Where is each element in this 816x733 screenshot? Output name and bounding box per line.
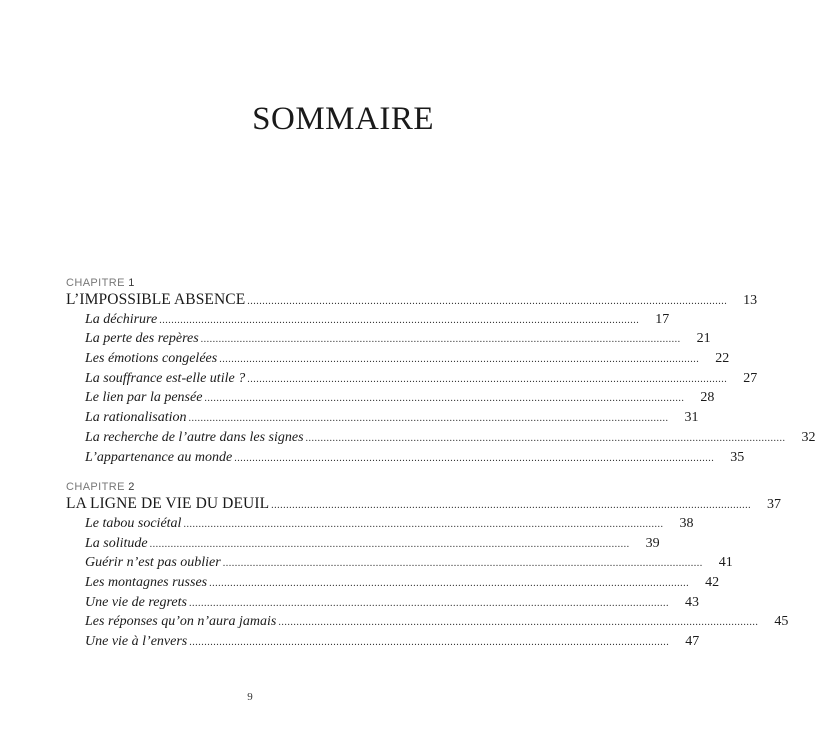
page-number: 28 (700, 390, 715, 406)
chapter-number: 2 (128, 481, 135, 494)
dot-leader: ................................................................................................................................................................ (204, 393, 685, 405)
chapter-label-text: CHAPITRE (66, 481, 125, 494)
page-number: 37 (766, 497, 782, 513)
chapter-title: LA LIGNE DE VIE DU DEUIL (66, 495, 270, 513)
toc-entry[interactable] (66, 514, 694, 534)
page-number: 38 (679, 515, 694, 531)
section-title: Une vie à l’envers (85, 634, 188, 649)
page-number: 42 (705, 574, 720, 590)
toc-entry[interactable] (66, 329, 711, 349)
section-title: La recherche de l’autre dans les signes (85, 429, 304, 445)
chapter-2 (66, 480, 789, 652)
chapter-number: 1 (128, 277, 135, 289)
section-title: Le lien par la pensée (85, 390, 203, 406)
toc-entry[interactable] (66, 349, 730, 369)
toc-entry[interactable] (66, 534, 660, 554)
section-title: L’appartenance au monde (85, 449, 233, 465)
toc-entry[interactable] (66, 632, 700, 652)
toc-entry[interactable] (66, 573, 720, 593)
dot-leader: ................................................................................................................................................................ (247, 373, 728, 385)
dot-leader: ................................................................................................................................................................ (271, 500, 752, 512)
chapter-title-entry[interactable] (66, 290, 758, 310)
section-title: La souffrance est-elle utile ? (85, 370, 246, 386)
page-title: SOMMAIRE (252, 101, 434, 137)
section-title: La perte des repères (85, 331, 199, 347)
dot-leader: ................................................................................................................................................................ (234, 452, 715, 464)
section-title: Une vie de regrets (85, 594, 187, 610)
page-folio-number: 9 (247, 691, 253, 703)
page-number: 45 (774, 614, 789, 630)
dot-leader: ................................................................................................................................................................ (188, 597, 669, 609)
dot-leader: ................................................................................................................................................................ (200, 334, 681, 346)
dot-leader: ................................................................................................................................................................ (209, 577, 690, 589)
section-title: Guérir n’est pas oublier (85, 555, 221, 571)
dot-leader: ................................................................................................................................................................ (222, 558, 703, 570)
page-number: 32 (801, 429, 816, 445)
page-number: 13 (743, 293, 758, 308)
chapter-1 (66, 276, 816, 467)
toc-entry[interactable] (66, 612, 789, 632)
chapter-label-text: CHAPITRE (66, 277, 125, 289)
table-of-contents (66, 276, 816, 652)
toc-entry[interactable] (66, 593, 699, 613)
dot-leader: ................................................................................................................................................................ (183, 518, 664, 530)
chapter-label (66, 276, 434, 290)
page-number: 47 (685, 634, 700, 649)
toc-entry[interactable] (66, 369, 758, 389)
toc-entry[interactable] (66, 448, 745, 468)
page-number: 17 (655, 311, 670, 327)
chapter-title-entry[interactable] (66, 494, 782, 514)
section-title: Les émotions congelées (85, 351, 218, 367)
page-number: 35 (730, 449, 745, 465)
section-title: La déchirure (85, 311, 158, 327)
chapter-label (66, 480, 434, 494)
dot-leader: ................................................................................................................................................................ (159, 314, 640, 326)
dot-leader: ................................................................................................................................................................ (219, 354, 700, 366)
dot-leader: ................................................................................................................................................................ (247, 296, 728, 307)
dot-leader: ................................................................................................................................................................ (278, 617, 759, 629)
toc-entry[interactable] (66, 310, 670, 330)
dot-leader: ................................................................................................................................................................ (149, 538, 630, 550)
section-title: Le tabou sociétal (85, 515, 182, 531)
page-number: 27 (743, 370, 758, 386)
toc-entry[interactable] (66, 408, 699, 428)
dot-leader: ................................................................................................................................................................ (189, 637, 670, 648)
toc-entry[interactable] (66, 388, 715, 408)
page-number: 43 (684, 594, 699, 610)
page-number: 22 (715, 351, 730, 367)
section-title: Les réponses qu’on n’aura jamais (85, 614, 277, 630)
page-number: 41 (718, 555, 733, 571)
page-number: 31 (684, 410, 699, 426)
dot-leader: ................................................................................................................................................................ (188, 413, 669, 425)
dot-leader: ................................................................................................................................................................ (305, 432, 786, 444)
page-number: 39 (645, 535, 660, 551)
section-title: La solitude (85, 535, 148, 551)
chapter-title: L’IMPOSSIBLE ABSENCE (66, 291, 246, 308)
page-number: 21 (696, 331, 711, 347)
section-title: Les montagnes russes (85, 574, 208, 590)
section-title: La rationalisation (85, 410, 187, 426)
toc-entry[interactable] (66, 428, 816, 448)
toc-entry[interactable] (66, 553, 733, 573)
